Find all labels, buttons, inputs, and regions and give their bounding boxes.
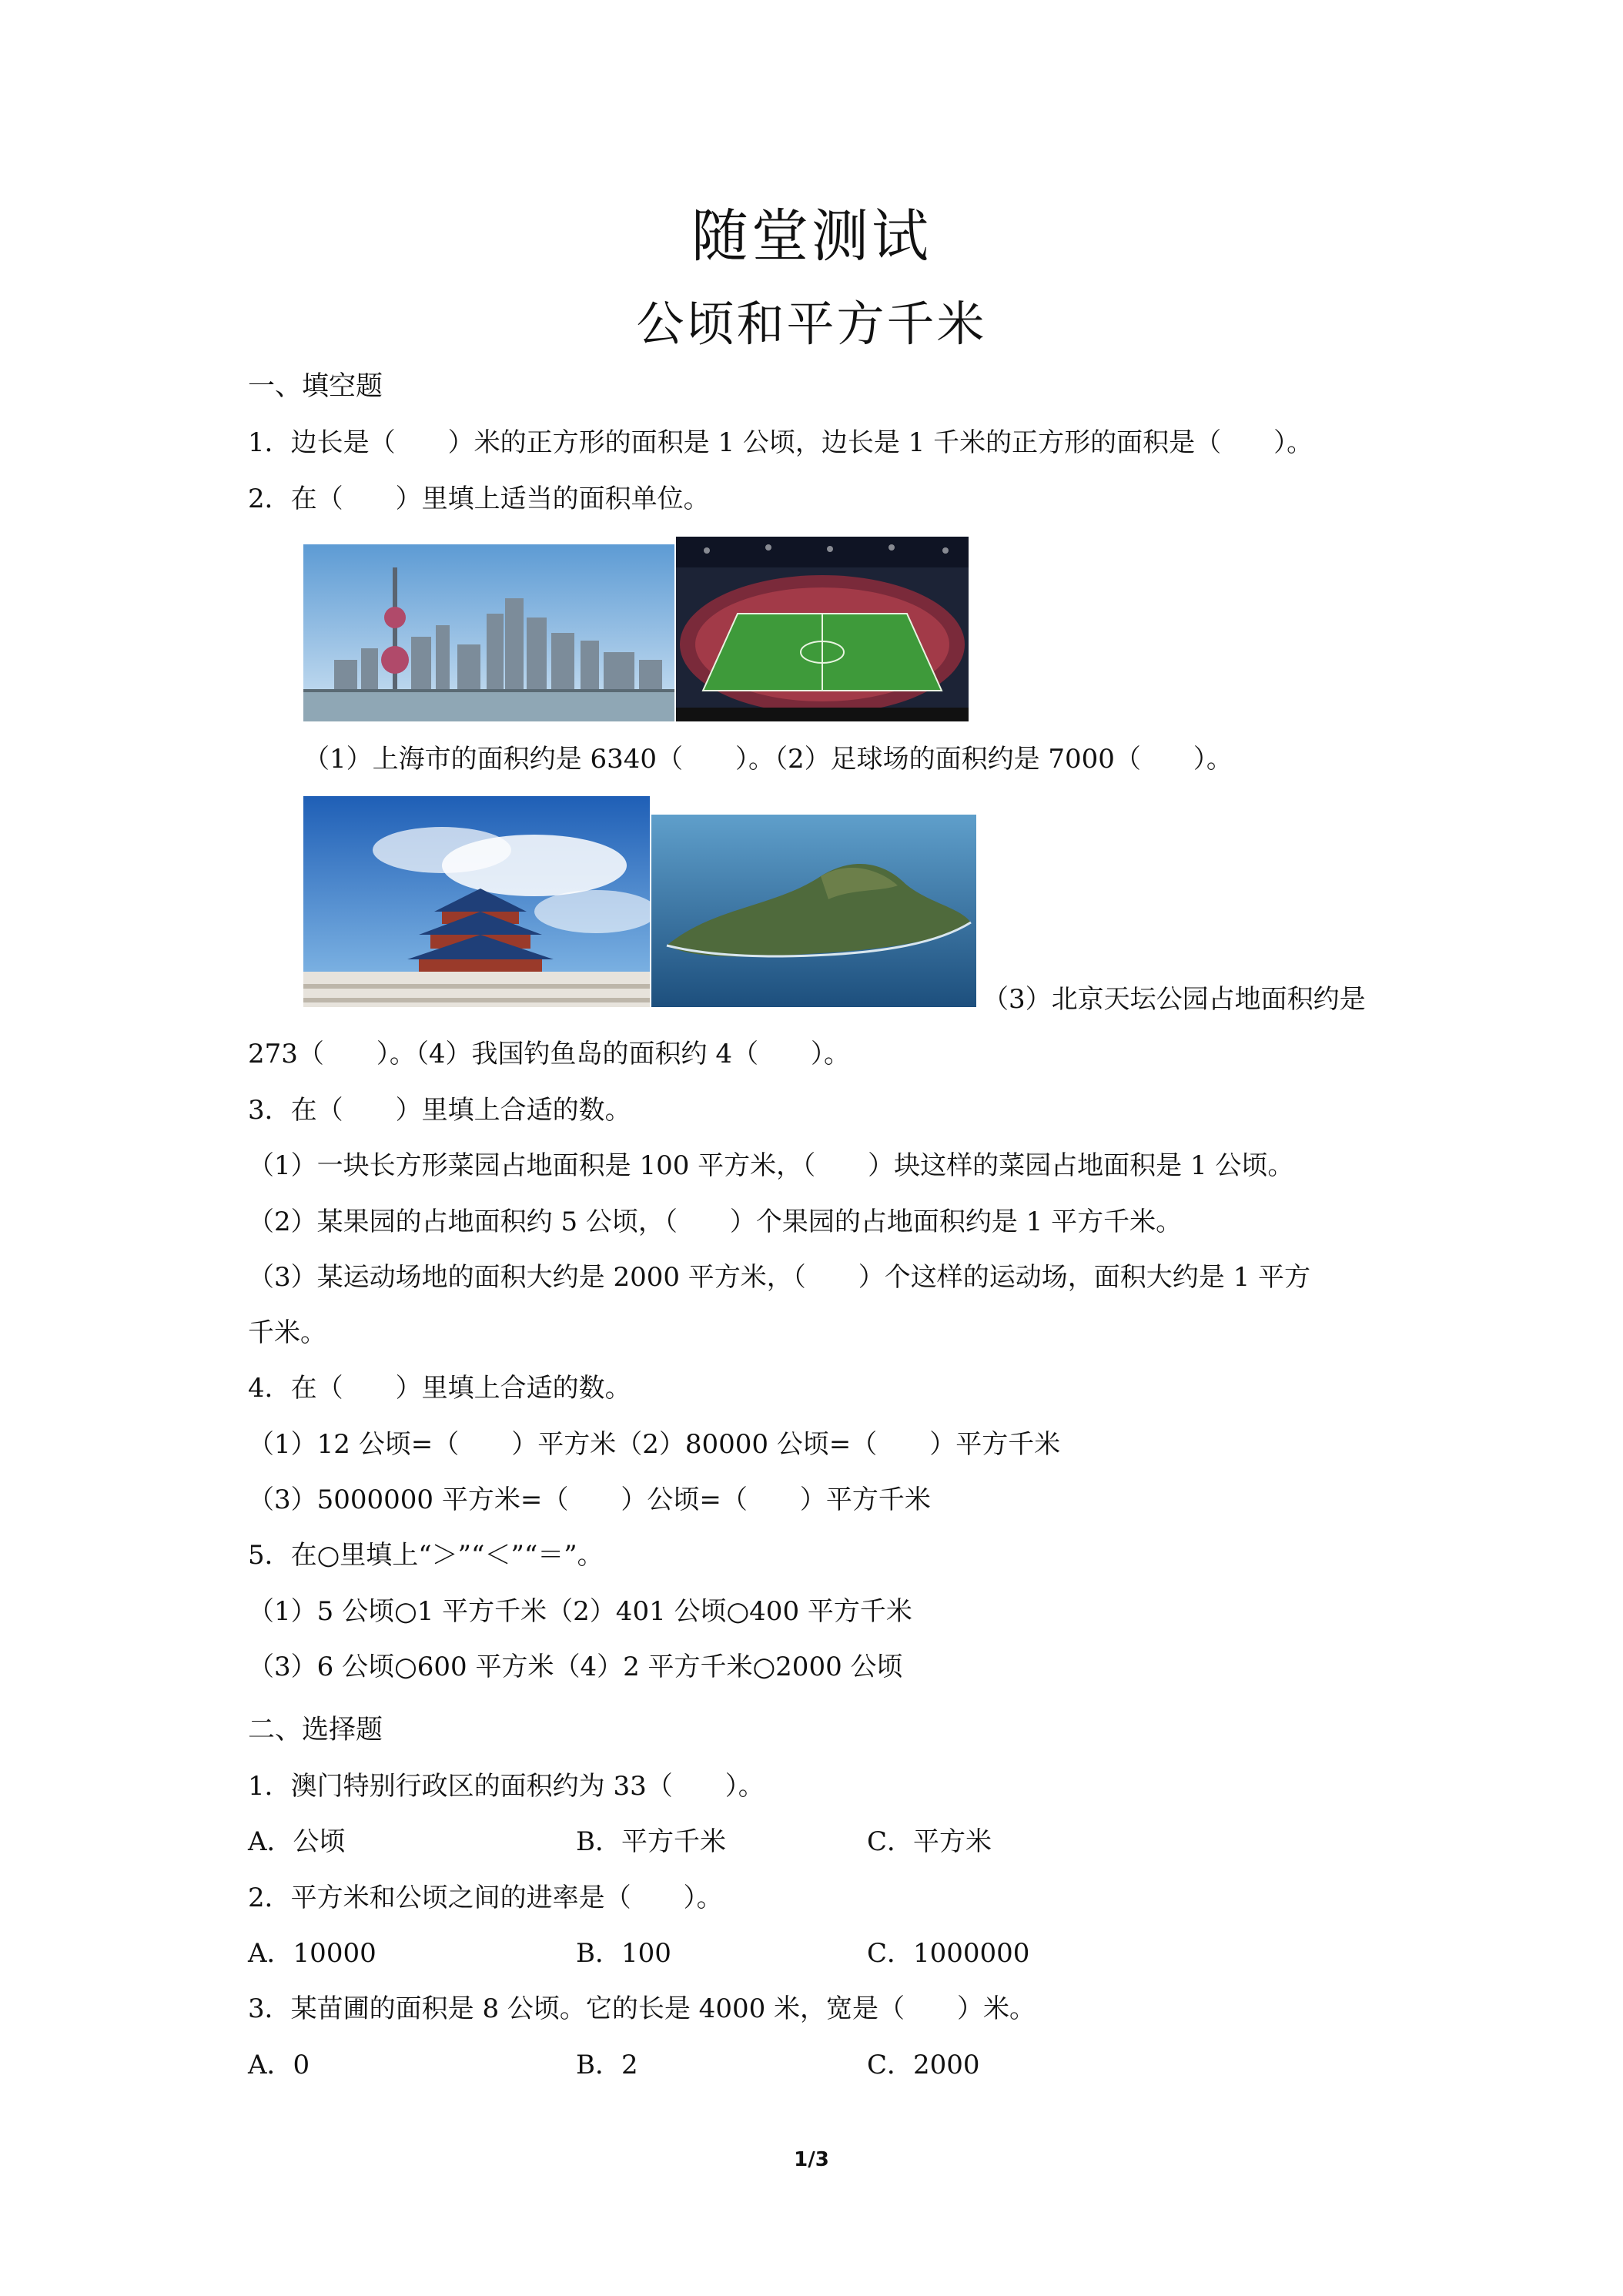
question-2-1-option-a: A．公顷 xyxy=(248,1826,346,1857)
diaoyu-island-photo xyxy=(651,815,976,1007)
question-2-1-option-c: C．平方米 xyxy=(867,1826,992,1857)
question-1-4: 4．在（ ）里填上合适的数。 xyxy=(248,1373,631,1404)
question-1-3-3b: 千米。 xyxy=(248,1317,326,1348)
question-2-1: 1．澳门特别行政区的面积约为 33（ ）。 xyxy=(248,1771,765,1802)
question-2-3-option-a: A．0 xyxy=(248,2050,310,2080)
question-1-2-line-1: （1）上海市的面积约是 6340（ ）。（2）足球场的面积约是 7000（ ）。 xyxy=(303,744,1233,775)
football-stadium-photo xyxy=(676,537,969,721)
question-1-2-line-2b: 273（ ）。（4）我国钓鱼岛的面积约 4（ ）。 xyxy=(248,1039,850,1069)
question-1-2-line-2a: （3）北京天坛公园占地面积约是 xyxy=(982,984,1366,1015)
question-1-3-1: （1）一块长方形菜园占地面积是 100 平方米，（ ）块这样的菜园占地面积是 1 公顷。 xyxy=(248,1150,1294,1181)
question-2-3: 3．某苗圃的面积是 8 公顷。它的长是 4000 米，宽是（ ）米。 xyxy=(248,1993,1036,2024)
page-number: 1/3 xyxy=(794,2148,829,2171)
question-2-2-option-c: C．1000000 xyxy=(867,1938,1030,1969)
question-2-2: 2．平方米和公顷之间的进率是（ ）。 xyxy=(248,1883,723,1913)
question-1-5-1: （1）5 公顷○1 平方千米（2）401 公顷○400 平方千米 xyxy=(248,1596,912,1627)
question-2-2-option-a: A．10000 xyxy=(248,1938,376,1969)
section-heading-fill-blank: 一、填空题 xyxy=(248,371,383,402)
page-title: 随堂测试 xyxy=(691,203,932,269)
question-2-1-option-b: B．平方千米 xyxy=(576,1826,726,1857)
temple-of-heaven-photo xyxy=(303,796,650,1007)
section-heading-multiple-choice: 二、选择题 xyxy=(248,1715,383,1745)
page-subtitle: 公顷和平方千米 xyxy=(636,296,987,352)
question-1-3: 3．在（ ）里填上合适的数。 xyxy=(248,1095,631,1126)
question-1-2: 2．在（ ）里填上适当的面积单位。 xyxy=(248,484,710,514)
shanghai-skyline-photo xyxy=(303,544,674,721)
question-1-4-1: （1）12 公顷=（ ）平方米（2）80000 公顷=（ ）平方千米 xyxy=(248,1429,1061,1460)
question-2-3-option-b: B．2 xyxy=(576,2050,638,2080)
question-1-5: 5．在○里填上“＞”“＜”“＝”。 xyxy=(248,1540,604,1571)
question-2-2-option-b: B．100 xyxy=(576,1938,671,1969)
question-1-5-2: （3）6 公顷○600 平方米（4）2 平方千米○2000 公顷 xyxy=(248,1652,903,1682)
question-1-3-3a: （3）某运动场地的面积大约是 2000 平方米，（ ）个这样的运动场，面积大约是 1 平方 xyxy=(248,1262,1311,1293)
question-1-3-2: （2）某果园的占地面积约 5 公顷，（ ）个果园的占地面积约是 1 平方千米。 xyxy=(248,1207,1183,1237)
question-2-3-option-c: C．2000 xyxy=(867,2050,980,2080)
question-1-1: 1．边长是（ ）米的正方形的面积是 1 公顷，边长是 1 千米的正方形的面积是（ ）。 xyxy=(248,427,1313,458)
question-1-4-2: （3）5000000 平方米=（ ）公顷=（ ）平方千米 xyxy=(248,1484,931,1515)
